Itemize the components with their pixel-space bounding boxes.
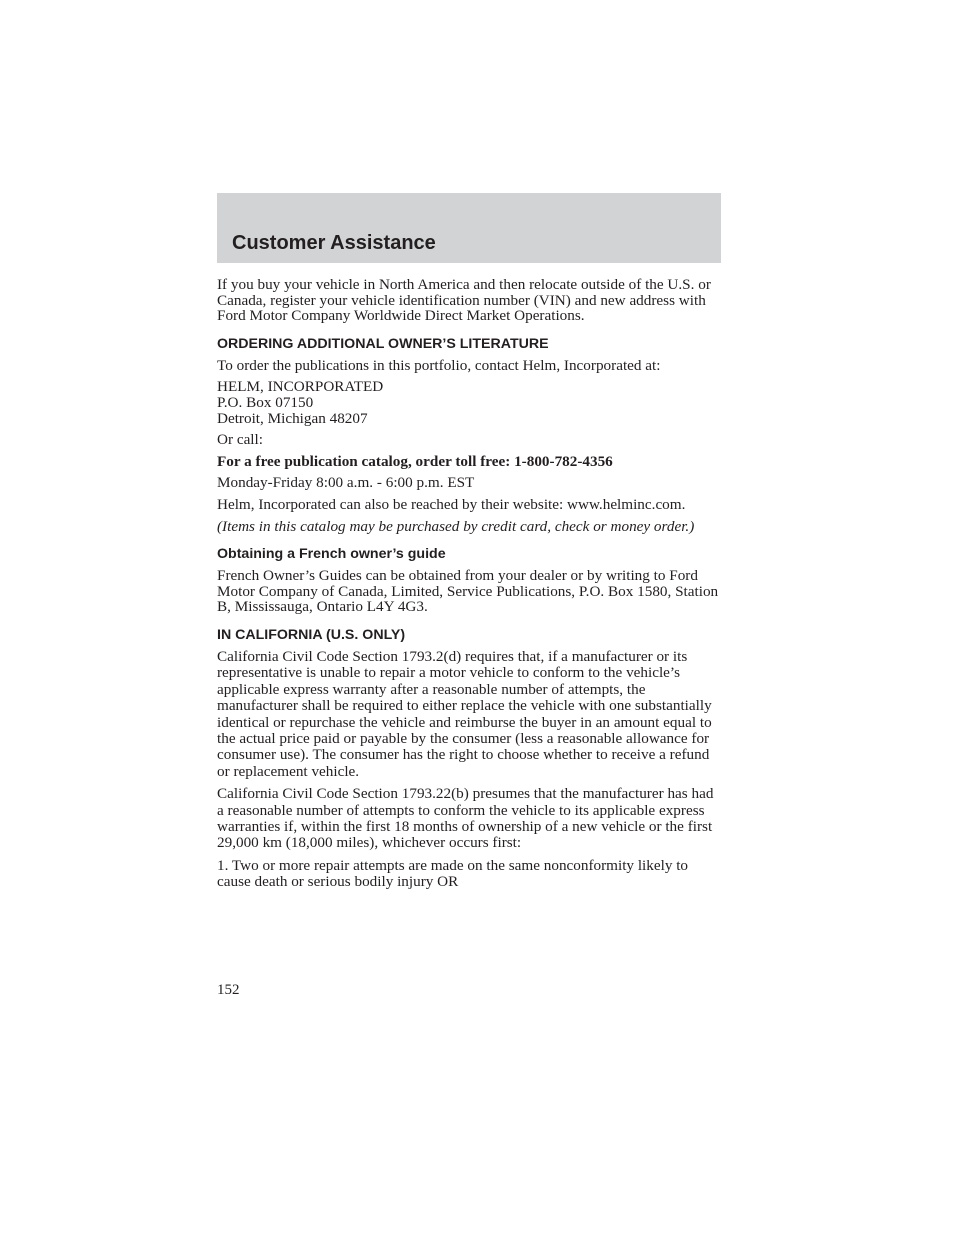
website-text: Helm, Incorporated can also be reached by their website: www.helminc.com. <box>217 495 686 513</box>
section-title: Customer Assistance <box>232 232 436 254</box>
literature-contact-intro: To order the publications in this portfolio, contact Helm, Incorporated at: <box>217 356 661 374</box>
california-heading: IN CALIFORNIA (U.S. ONLY) <box>217 626 406 643</box>
california-paragraph-1: California Civil Code Section 1793.2(d) requires that, if a manufacturer or its representative is unable to repair a motor vehicle to conform to the vehicle’s applicable express warranty after a reasonable number of attempts, the manufacturer shall be required to either replace the vehicle with one substantially identical or repurchase the vehicle and reimburse the buyer in an amount equal to the actual price paid or payable by the consumer (less a reasonable allowance for consumer use). The consumer has the right to choose whether to receive a refund or replacement vehicle. <box>217 647 712 780</box>
toll-free-line: For a free publication catalog, order toll free: 1-800-782-4356 <box>217 452 613 470</box>
california-list-item-1: 1. Two or more repair attempts are made on the same nonconformity likely to cause death or serious bodily injury OR <box>217 856 689 891</box>
literature-heading: ORDERING ADDITIONAL OWNER’S LITERATURE <box>217 335 549 352</box>
french-guide-text: French Owner’s Guides can be obtained from your dealer or by writing to Ford Motor Company of Canada, Limited, Service Publications, P.O. Box 1580, Station B, Mississauga, Ontario L4Y 4G3. <box>217 567 719 616</box>
address-line: Detroit, Michigan 48207 <box>217 409 368 427</box>
or-call-text: Or call: <box>217 431 263 449</box>
french-guide-heading: Obtaining a French owner’s guide <box>217 546 446 563</box>
address-line: HELM, INCORPORATED <box>217 378 384 396</box>
page-number: 152 <box>217 982 240 998</box>
helm-address <box>217 379 721 426</box>
section-header-band <box>217 193 721 263</box>
payment-note: (Items in this catalog may be purchased by credit card, check or money order.) <box>217 517 695 535</box>
address-line: P.O. Box 07150 <box>217 393 314 411</box>
hours-text: Monday-Friday 8:00 a.m. - 6:00 p.m. EST <box>217 474 475 492</box>
california-paragraph-2: California Civil Code Section 1793.22(b) presumes that the manufacturer has had a reasonable number of attempts to conform the vehicle to its applicable express warranties if, within the first 18 months of ownership of a new vehicle or the first 29,000 km (18,000 miles), whichever occurs first: <box>217 785 714 852</box>
intro-paragraph: If you buy your vehicle in North America and then relocate outside of the U.S. or Canada, register your vehicle identification number (VIN) and new address with Ford Motor Company Worldwide Direct Market Operations. <box>217 276 711 325</box>
page-content <box>217 277 721 891</box>
